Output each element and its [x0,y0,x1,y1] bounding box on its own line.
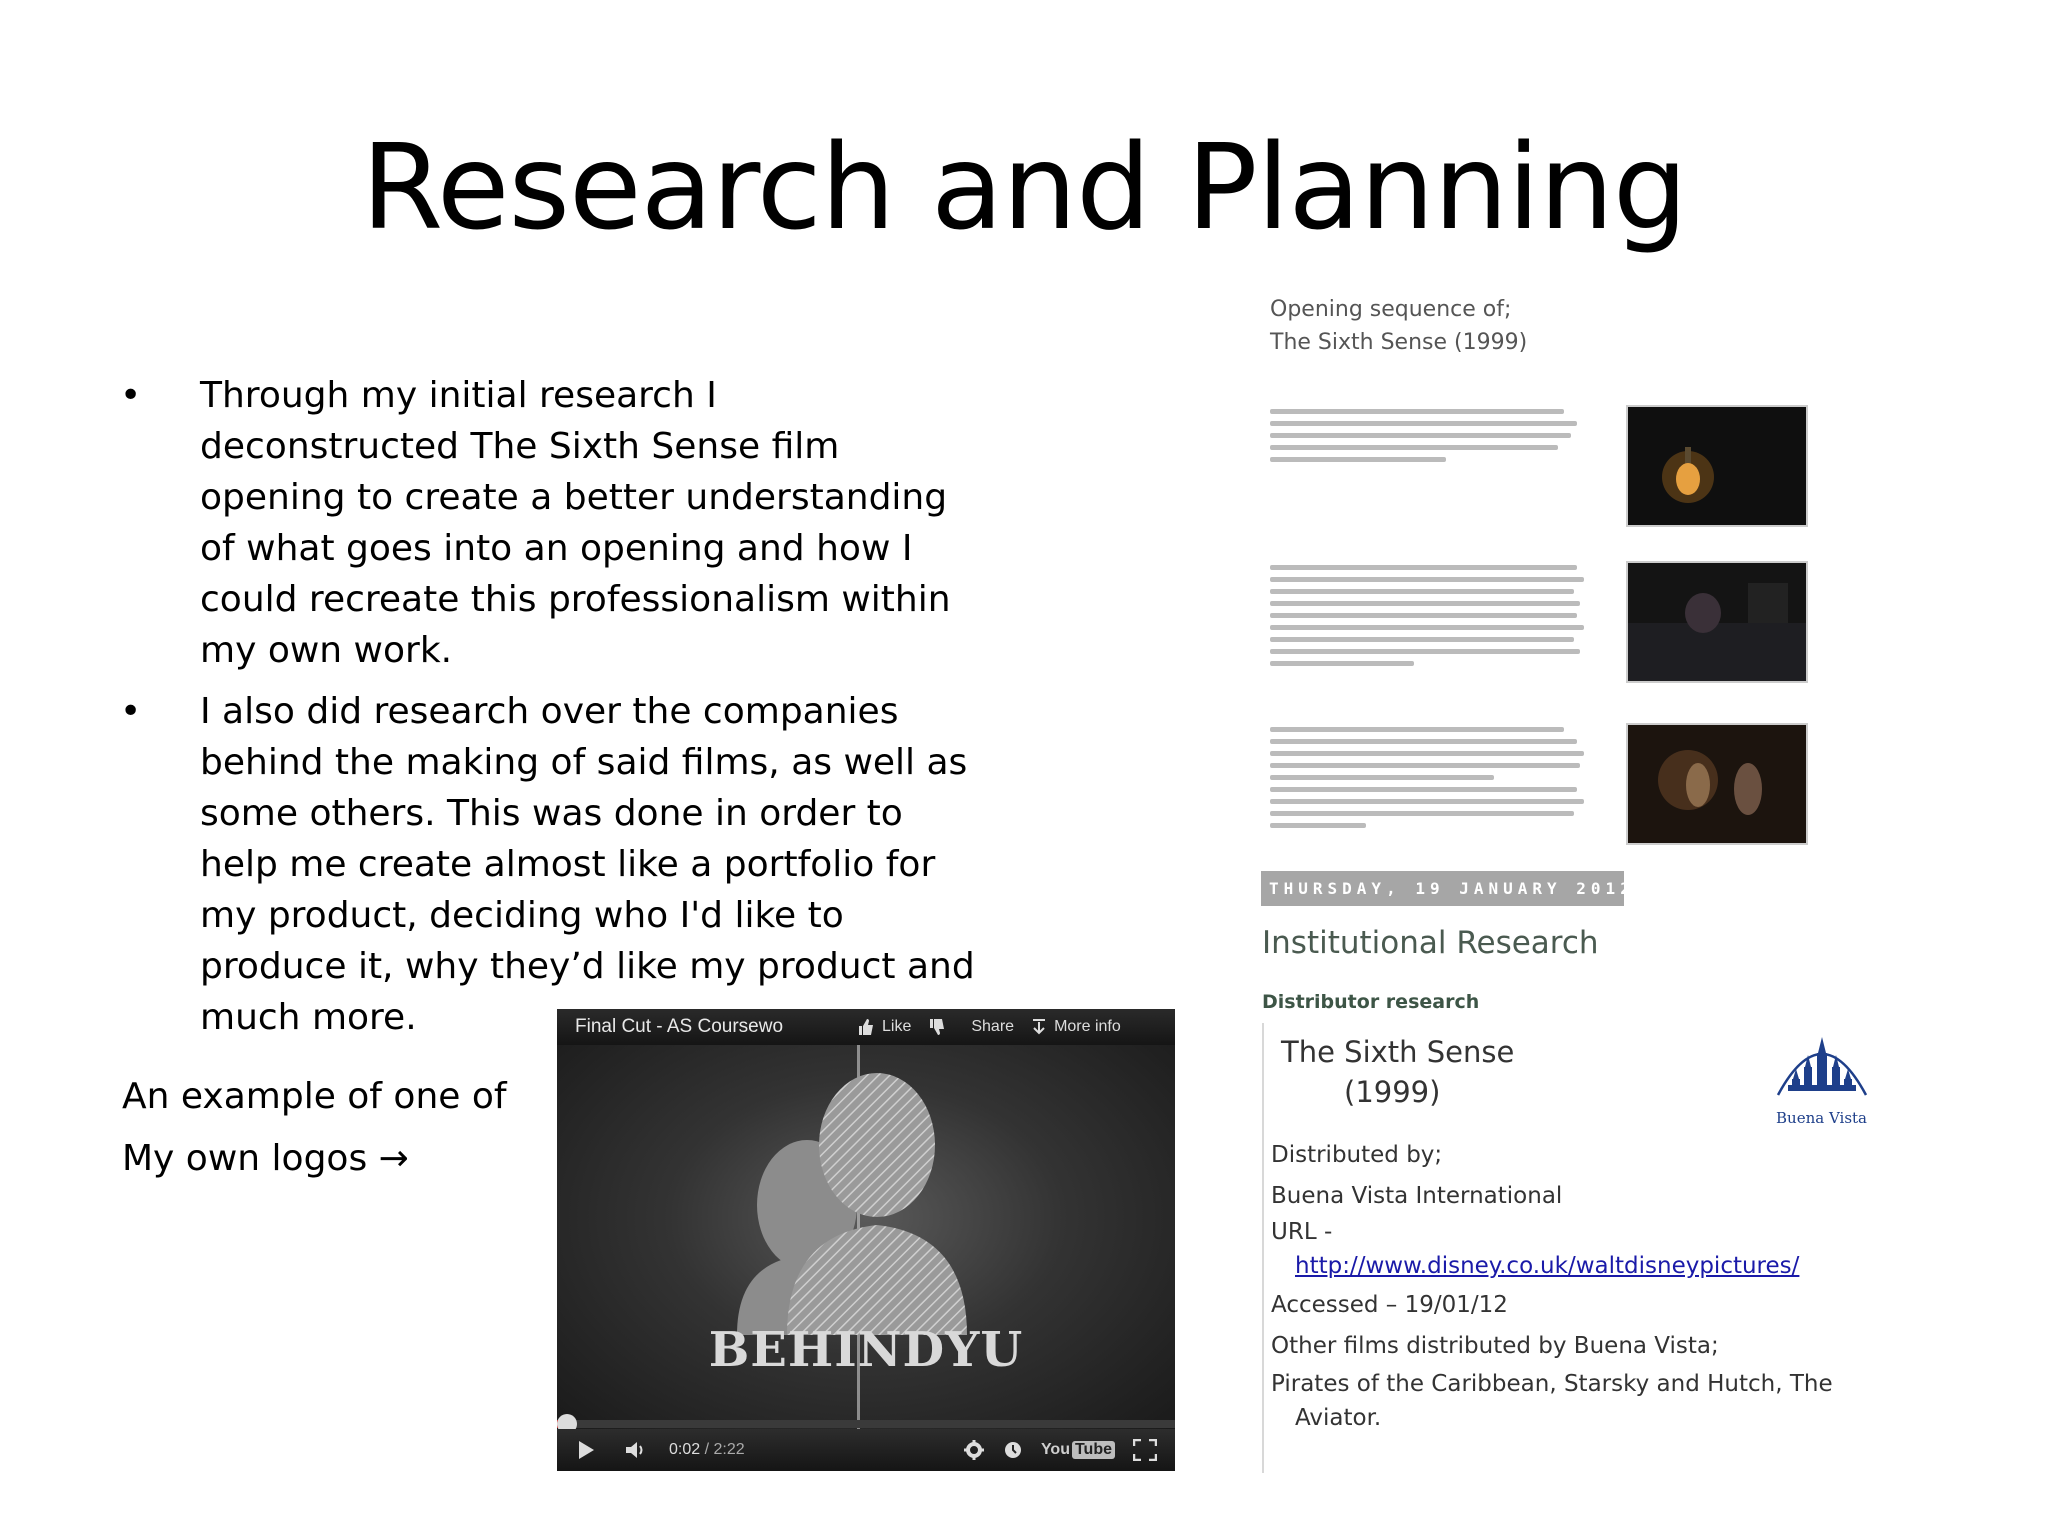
bullet-list [120,370,980,1053]
duration: / 2:22 [704,1441,745,1458]
video-frame[interactable] [557,1045,1175,1429]
player-controls [557,1429,1175,1471]
watch-later-clock-icon[interactable] [1003,1440,1023,1460]
scene-text-2 [1270,565,1590,673]
post-date-bar: THURSDAY, 19 JANUARY 2012 [1261,871,1624,906]
youtube-logo[interactable] [1041,1441,1115,1459]
distributor-info-box [1262,1023,1884,1473]
opening-heading-line1: Opening sequence of; [1270,297,1512,322]
bullet-text: Through my initial research I deconstructed The Sixth Sense film opening to create a better understanding of what goes into an opening and how I could recreate this professionalism within my own work. [200,375,951,671]
other-films-label: Other films distributed by Buena Vista; [1271,1333,1719,1359]
scene-text-3 [1270,727,1590,835]
url-label: URL - [1271,1219,1333,1245]
thumbs-down-icon [929,1018,945,1036]
film-title: The Sixth Sense [1281,1035,1515,1069]
distributor-details [1271,1135,1871,1435]
progress-bar[interactable] [557,1420,1175,1428]
logo-note-line1: An example of one of [122,1076,507,1117]
more-info-button[interactable] [1032,1018,1121,1036]
share-button[interactable] [971,1018,1014,1036]
video-logo-text: BEHINDYU [708,1322,1024,1378]
buena-vista-logo-text: Buena Vista [1776,1109,1867,1127]
other-films-line1: Pirates of the Caribbean, Starsky and Hutch, The [1271,1371,1833,1397]
distributed-by-label: Distributed by; [1271,1142,1443,1168]
player-top-bar [557,1009,1175,1045]
scene-thumbnail-room [1626,723,1808,845]
fullscreen-icon[interactable] [1133,1439,1157,1461]
play-button[interactable] [577,1440,595,1460]
bullet-text: I also did research over the companies behind the making of said films, as well as some others. This was done in order to help me create almost like a portfolio for my product, deciding who I'd like to produce it, why they’d like my product and much more. [200,691,975,1038]
youtube-logo-tube: Tube [1072,1441,1115,1459]
more-info-label: More info [1054,1018,1121,1035]
blog-screenshot [1260,293,1910,1473]
logo-note [122,1066,507,1190]
slide-title: Research and Planning [361,118,1687,256]
scene-analysis-2 [1270,561,1890,691]
down-arrow-icon [1032,1019,1046,1035]
opening-sequence-heading [1270,293,1527,359]
current-time: 0:02 [669,1441,701,1458]
video-player[interactable] [557,1009,1175,1471]
play-icon [577,1440,595,1460]
accessed-date: Accessed – 19/01/12 [1271,1292,1508,1318]
distributor-url-link[interactable]: http://www.disney.co.uk/waltdisneypictures/ [1295,1253,1800,1279]
volume-button[interactable] [625,1441,647,1459]
video-title[interactable]: Final Cut - AS Coursewo [575,1016,784,1037]
institutional-research-heading: Institutional Research [1262,925,1599,961]
buena-vista-logo [1754,1023,1889,1133]
logo-note-line2: My own logos → [122,1138,409,1179]
like-label: Like [882,1018,912,1035]
scene-analysis-3 [1270,723,1890,853]
opening-heading-line2: The Sixth Sense (1999) [1270,330,1528,355]
scene-thumbnail-cellar [1626,561,1808,683]
distributor-name: Buena Vista International [1271,1183,1563,1209]
other-films-line2: Aviator. [1295,1405,1382,1431]
time-display [669,1441,745,1459]
volume-icon [625,1441,647,1459]
scene-text-1 [1270,409,1590,469]
castle-icon [1772,1023,1872,1103]
bullet-dot: • [120,691,142,732]
thumbs-up-icon [858,1018,874,1036]
bullet-dot: • [120,375,142,416]
youtube-logo-you: You [1040,1441,1070,1458]
share-label: Share [971,1018,1015,1035]
url-row [1271,1247,1871,1285]
film-year: (1999) [1344,1075,1441,1109]
distributor-research-label: Distributor research [1262,991,1480,1013]
bullet-item [120,370,980,676]
settings-gear-icon[interactable] [963,1439,985,1461]
dislike-button[interactable] [929,1018,953,1036]
bullet-item [120,686,980,1043]
scene-thumbnail-lightbulb [1626,405,1808,527]
player-right-controls [963,1439,1175,1461]
scene-analysis-1 [1270,405,1890,535]
like-button[interactable] [858,1018,911,1036]
